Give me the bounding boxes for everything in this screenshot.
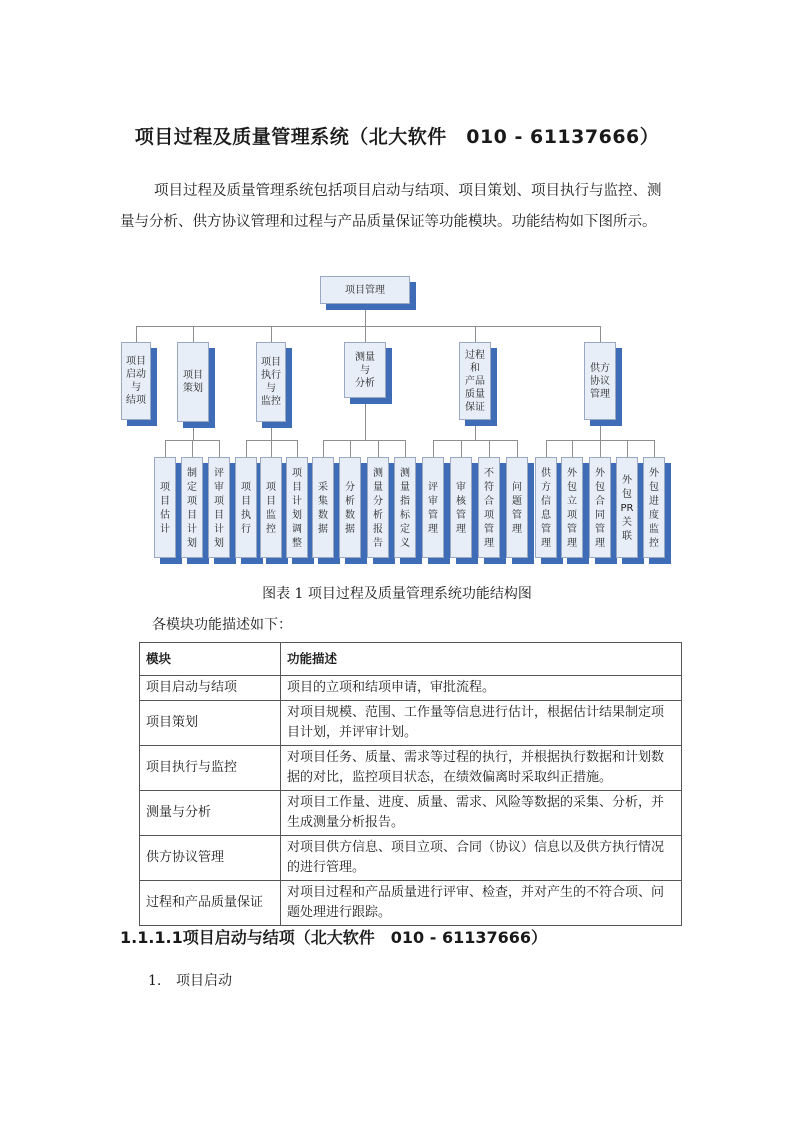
- diagram-leaf-node: 项 目 估 计: [154, 457, 176, 558]
- table-lead-text: 各模块功能描述如下：: [152, 617, 292, 633]
- diagram-leaf-node: 供 方 信 息 管 理: [535, 457, 557, 558]
- page-title: 项目过程及质量管理系统（北大软件 010 - 61137666）: [134, 126, 660, 148]
- module-description-cell: 对项目供方信息、项目立项、合同（协议）信息以及供方执行情况的进行管理。: [281, 836, 682, 881]
- diagram-leaf-node: 评 审 管 理: [422, 457, 444, 558]
- table-header-row: [140, 643, 682, 676]
- column-header-module: 模块: [140, 643, 281, 676]
- module-description-cell: 对项目过程和产品质量进行评审、检查，并对产生的不符合项、问题处理进行跟踪。: [281, 881, 682, 926]
- list-item-text: 项目启动: [176, 973, 232, 989]
- module-name-cell: 过程和产品质量保证: [140, 881, 281, 926]
- table-row: [140, 791, 682, 836]
- diagram-leaf-node: 项 目 计 划 调 整: [286, 457, 308, 558]
- diagram-leaf-node: 外 包 PR 关 联: [616, 457, 638, 558]
- diagram-leaf-node: 评 审 项 目 计 划: [208, 457, 230, 558]
- diagram-leaf-node: 问 题 管 理: [506, 457, 528, 558]
- diagram-leaf-node: 外 包 合 同 管 理: [589, 457, 611, 558]
- diagram-node-quality-assurance: 过程 和 产品 质量 保证: [459, 342, 491, 420]
- diagram-leaf-node: 不 符 合 项 管 理: [478, 457, 500, 558]
- diagram-leaf-node: 审 核 管 理: [450, 457, 472, 558]
- diagram-leaf-node: 采 集 数 据: [312, 457, 334, 558]
- figure-caption: 图表 1 项目过程及质量管理系统功能结构图: [262, 586, 532, 602]
- list-item: [148, 970, 232, 990]
- column-header-description: 功能描述: [281, 643, 682, 676]
- diagram-leaf-node: 制 定 项 目 计 划: [181, 457, 203, 558]
- module-description-cell: 对项目任务、质量、需求等过程的执行，并根据执行数据和计划数据的对比，监控项目状态，在绩效偏离时采取纠正措施。: [281, 746, 682, 791]
- diagram-leaf-node: 项 目 监 控: [260, 457, 282, 558]
- function-structure-diagram: [0, 270, 794, 580]
- diagram-node-project-planning: 项目 策划: [177, 342, 209, 422]
- section-heading: 1.1.1.1项目启动与结项（北大软件 010 - 61137666）: [120, 928, 548, 947]
- module-name-cell: 测量与分析: [140, 791, 281, 836]
- diagram-leaf-node: 外 包 立 项 管 理: [561, 457, 583, 558]
- diagram-leaf-node: 项 目 执 行: [235, 457, 257, 558]
- diagram-leaf-node: 测 量 分 析 报 告: [367, 457, 389, 558]
- module-name-cell: 项目策划: [140, 701, 281, 746]
- list-item-number: 1.: [148, 973, 162, 989]
- diagram-leaf-node: 外 包 进 度 监 控: [643, 457, 665, 558]
- diagram-node-project-init: 项目 启动 与 结项: [121, 342, 151, 420]
- module-description-table: [139, 642, 682, 926]
- diagram-node-supplier: 供方 协议 管理: [584, 342, 616, 420]
- diagram-root-node: 项目管理: [320, 276, 410, 304]
- table-row: [140, 676, 682, 701]
- intro-paragraph: 项目过程及质量管理系统包括项目启动与结项、项目策划、项目执行与监控、测量与分析、供方协议管理和过程与产品质量保证等功能模块。功能结构如下图所示。: [120, 183, 662, 230]
- diagram-leaf-node: 分 析 数 据: [339, 457, 361, 558]
- table-row: [140, 701, 682, 746]
- module-description-cell: 对项目规模、范围、工作量等信息进行估计，根据估计结果制定项目计划，并评审计划。: [281, 701, 682, 746]
- diagram-node-project-execution: 项目 执行 与 监控: [256, 342, 286, 422]
- diagram-node-measurement: 测量 与 分析: [344, 342, 386, 398]
- table-row: [140, 881, 682, 926]
- module-name-cell: 项目启动与结项: [140, 676, 281, 701]
- module-description-cell: 项目的立项和结项申请，审批流程。: [281, 676, 682, 701]
- module-name-cell: 供方协议管理: [140, 836, 281, 881]
- module-description-cell: 对项目工作量、进度、质量、需求、风险等数据的采集、分析，并生成测量分析报告。: [281, 791, 682, 836]
- table-row: [140, 746, 682, 791]
- module-name-cell: 项目执行与监控: [140, 746, 281, 791]
- table-row: [140, 836, 682, 881]
- diagram-leaf-node: 测 量 指 标 定 义: [394, 457, 416, 558]
